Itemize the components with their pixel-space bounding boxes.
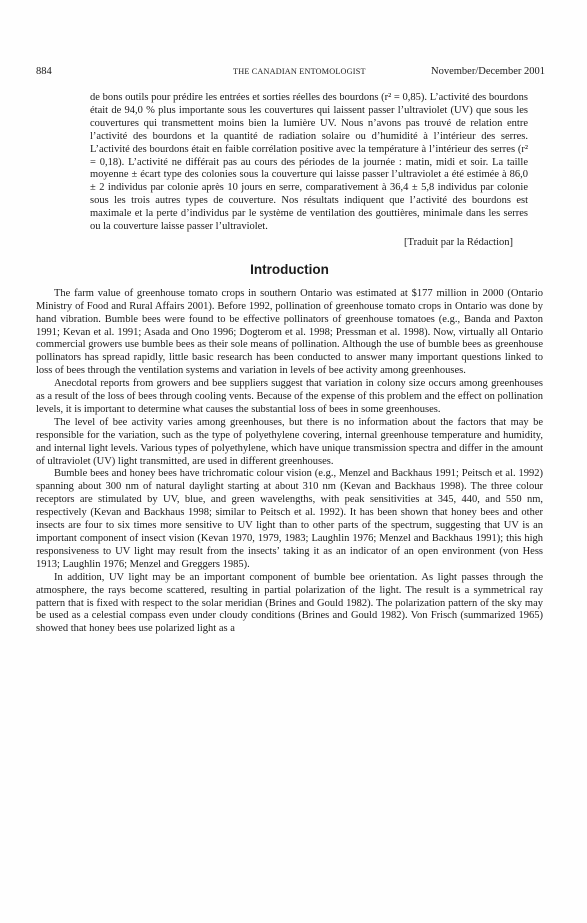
page-number: 884 xyxy=(36,66,52,77)
paragraph: The farm value of greenhouse tomato crops in southern Ontario was estimated at $177 million in 2000 (Ontario Ministry of Food and Rural Affairs 2001). Before 1992, pollination of greenhouse tomato crops in Ontario was done by hand vibration. Bumble bees were found to be effective pollinators of greenhouse tomatoes (e.g., Banda and Paxton 1991; Kevan et al. 1991; Asada and Ono 1996; Dogterom et al. 1998; Pressman et al. 1998). Now, virtually all Ontario commercial growers use bumble bees as their sole means of pollination. Although the use of bumble bees as greenhouse pollinators has spread rapidly, little basic research has been conducted to answer many important questions linked to loss of bees through the ventilation systems and variation in levels of bee activity among greenhouses. xyxy=(36,287,543,377)
paragraph: Bumble bees and honey bees have trichromatic colour vision (e.g., Menzel and Backhaus 1991; Peitsch et al. 1992) spanning about 300 nm of natural daylight starting at about 310 nm (Kevan and Backhaus 1998). The three colour receptors are stimulated by UV, blue, and green wavelengths, with peak sensitivities at 345, 440, and 550 nm, respectively (Kevan and Backhaus 1998; similar to Peitsch et al. 1992). It has been shown that honey bees and other insects are four to six times more sensitive to UV light than to other parts of the spectrum, suggesting that UV is an important component of insect vision (Kevan 1970, 1979, 1983; Laughlin 1976; Menzel and Backhaus 1991); this high responsiveness to UV light may result from the insects’ taking it as an indicator of an open environment (von Hess 1913; Laughlin 1976; Menzel and Greggers 1985). xyxy=(36,468,543,570)
abstract-text: de bons outils pour prédire les entrées et sorties réelles des bourdons (r² = 0,85). L’activité des bourdons était de 94,0 % plus importante sous les couvertures qui laissent passer l’ultraviolet (UV) que sous les couvertures qui transmettent moins bien la lumière UV. Nous n’avons pas trouvé de relation entre l’activité des bourdons et la quantité de radiation solaire ou d’humidité à l’intérieur des serres. L’activité des bourdons était en faible corrélation positive avec la température à l’intérieur des serres (r² = 0,18). L’activité ne différait pas au cours des périodes de la journée : matin, midi et soir. La taille moyenne ± écart type des colonies sous la couverture qui laisse passer l’ultraviolet a été estimée à 86,0 ± 2 individus par colonie après 10 jours en serre, comparativement à 36,4 ± 5,8 individus par colonie sous les trois autres types de couverture. Nos résultats indiquent que l’activité des bourdons est maximale et la perte d’individus par le système de ventilation des gouttières, minimale dans les serres ou la couverture laisse passer l’ultraviolet. xyxy=(90,92,528,233)
paragraph: In addition, UV light may be an important component of bumble bee orientation. As light passes through the atmosphere, the rays become scattered, resulting in partial polarization of the light. The result is a symmetrical ray pattern that is fixed with respect to the solar meridian (Brines and Gould 1982). The polarization pattern of the sky may be used as a celestial compass even under cloudy conditions (Brines and Gould 1982). Von Frisch (summarized 1965) showed that honey bees use polarized light as a xyxy=(36,571,543,635)
issue-date: November/December 2001 xyxy=(431,66,545,77)
french-abstract xyxy=(36,92,543,250)
translation-credit: [Traduit par la Rédaction] xyxy=(404,236,513,248)
section-title: Introduction xyxy=(250,261,329,277)
introduction-section xyxy=(36,288,543,636)
paragraph: Anecdotal reports from growers and bee suppliers suggest that variation in colony size occurs among greenhouses as a result of the loss of bees through cooling vents. Because of the expense of this problem and the effect on pollination levels, it is important to determine what causes the substantial loss of bees in some greenhouses. xyxy=(36,378,543,415)
paragraph: The level of bee activity varies among greenhouses, but there is no information about the factors that may be responsible for the variation, such as the type of polyethylene covering, internal greenhouse temperature and humidity, and internal light levels. Various types of polyethylene, which have unique transmission spectra and differ in the amount of ultraviolet (UV) light transmitted, are used in different greenhouses. xyxy=(36,416,543,467)
journal-title: THE CANADIAN ENTOMOLOGIST xyxy=(233,67,366,76)
running-header xyxy=(36,66,545,80)
page-body xyxy=(36,92,543,636)
